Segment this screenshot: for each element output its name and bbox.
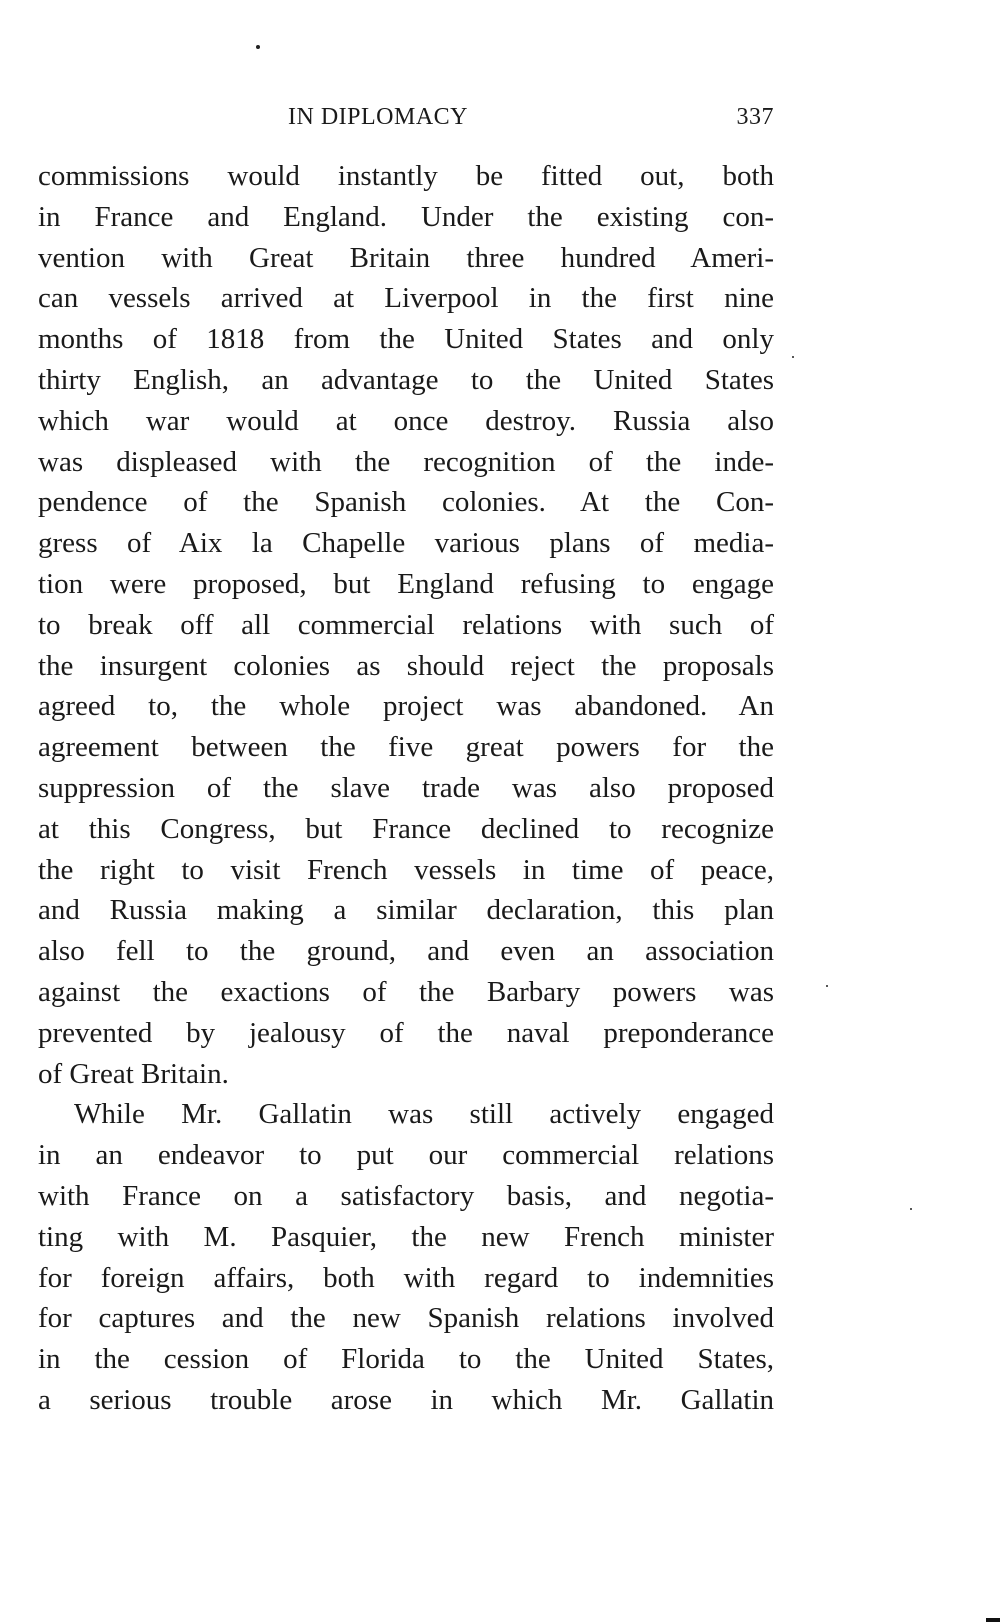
text-line: for foreign affairs, both with regard to indemnities [38,1261,774,1294]
ink-speck [792,356,794,358]
running-head: IN DIPLOMACY [288,104,468,130]
text-line: to break off all commercial relations with such of [38,608,774,641]
text-line: suppression of the slave trade was also proposed [38,771,774,804]
text-line: tion were proposed, but England refusing to engage [38,567,774,600]
text-line: the insurgent colonies as should reject the proposals [38,649,774,682]
text-line: at this Congress, but France declined to recognize [38,812,774,845]
text-line: gress of Aix la Chapelle various plans of media- [38,527,774,560]
text-line: for captures and the new Spanish relations involved [38,1302,774,1335]
text-line: in the cession of Florida to the United States, [38,1343,774,1376]
text-line: pendence of the Spanish colonies. At the Con- [38,486,774,519]
paragraph [38,1094,774,1420]
text-line: prevented by jealousy of the naval preponderance [38,1016,774,1049]
text-line: commissions would instantly be fitted out, both [38,160,774,192]
text-line: the right to visit French vessels in time of peace, [38,853,774,886]
scan-edge-mark [986,1618,1000,1622]
text-line: thirty English, an advantage to the United States [38,363,774,396]
text-line: of Great Britain. [38,1057,229,1090]
text-line: with France on a satisfactory basis, and negotia- [38,1179,774,1212]
text-line: ting with M. Pasquier, the new French minister [38,1220,774,1253]
text-line: agreement between the five great powers for the [38,731,774,764]
text-line: While Mr. Gallatin was still actively engaged [74,1098,774,1131]
body-text [38,156,774,1421]
text-line: a serious trouble arose in which Mr. Gallatin [38,1383,774,1416]
text-line: in France and England. Under the existing con- [38,200,774,233]
text-line: can vessels arrived at Liverpool in the first nine [38,282,774,315]
text-line: was displeased with the recognition of the inde- [38,445,774,478]
text-line: in an endeavor to put our commercial relations [38,1139,774,1172]
ink-speck [910,1208,912,1210]
text-line: and Russia making a similar declaration, this plan [38,894,774,927]
paragraph [38,156,774,1094]
text-line: vention with Great Britain three hundred Ameri- [38,241,774,274]
page-number: 337 [736,104,774,130]
text-line: months of 1818 from the United States and only [38,323,774,356]
text-line: against the exactions of the Barbary powers was [38,975,774,1008]
text-line: which war would at once destroy. Russia also [38,404,774,437]
text-line: also fell to the ground, and even an association [38,935,774,968]
text-line: agreed to, the whole project was abandoned. An [38,690,774,723]
ink-speck [826,985,828,987]
page-header [38,104,774,140]
ink-speck [256,45,260,49]
